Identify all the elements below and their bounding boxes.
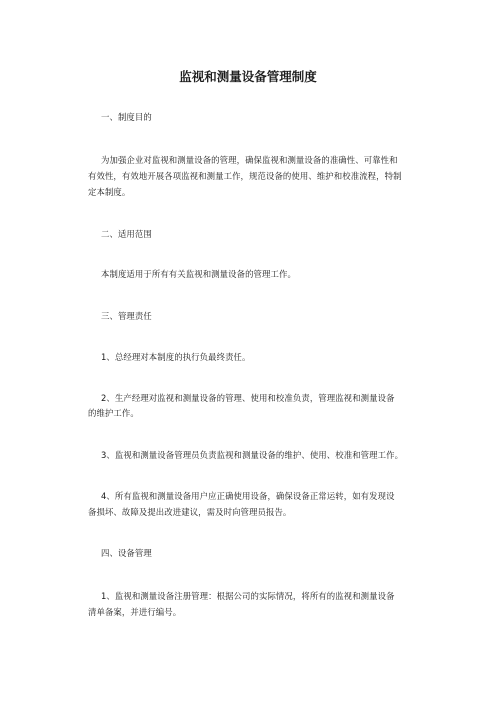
responsibility-item-1: 1、总经理对本制度的执行负最终责任。 [101, 352, 251, 362]
section-heading-scope: 二、适用范围 [101, 229, 152, 239]
responsibility-item-2-line: 2、生产经理对监视和测量设备的管理、使用和校准负责，管理监视和测量设备 [101, 393, 395, 403]
responsibility-item-2-line: 的维护工作。 [88, 408, 139, 418]
equipment-item-1-line: 清单备案，并进行编号。 [88, 607, 182, 617]
document-title: 监视和测量设备管理制度 [179, 69, 317, 84]
responsibility-item-4-line: 4、所有监视和测量设备用户应正确使用设备，确保设备正常运转，如有发现设 [101, 491, 395, 501]
equipment-item-1-line: 1、监视和测量设备注册管理：根据公司的实际情况，将所有的监视和测量设备 [101, 591, 395, 601]
section-heading-purpose: 一、制度目的 [101, 112, 152, 122]
responsibility-item-4-line: 备损坏、故障及提出改进建议，需及时向管理员报告。 [88, 507, 292, 517]
section-heading-equipment: 四、设备管理 [101, 548, 152, 558]
purpose-paragraph-line: 定本制度。 [88, 187, 131, 197]
section-heading-responsibility: 三、管理责任 [101, 311, 152, 321]
responsibility-item-3: 3、监视和测量设备管理员负责监视和测量设备的维护、使用、校准和管理工作。 [101, 450, 404, 460]
purpose-paragraph-line: 有效性，有效地开展各项监视和测量工作，规范设备的使用、维护和校准流程，特制 [88, 171, 402, 181]
scope-paragraph-line: 本制度适用于所有有关监视和测量设备的管理工作。 [101, 269, 296, 279]
purpose-paragraph-line: 为加强企业对监视和测量设备的管理，确保监视和测量设备的准确性、可靠性和 [101, 155, 398, 165]
